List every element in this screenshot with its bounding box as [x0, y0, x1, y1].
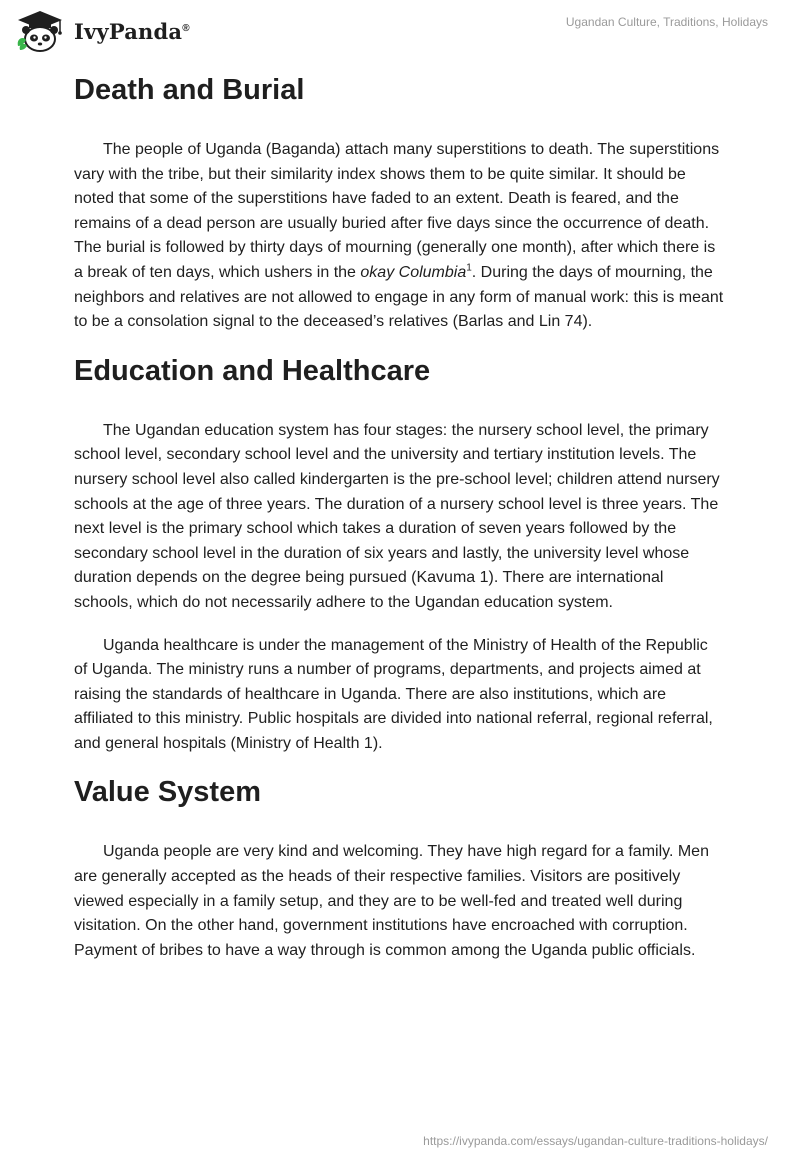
section-death-and-burial — [74, 72, 724, 335]
paragraph: Uganda healthcare is under the management of the Ministry of Health of the Republic of Uganda. The ministry runs a number of programs, departments, and projects aimed at raising the standards of healthcare in Uganda. There are also institutions, which are affiliated to this ministry. Public hospitals are divided into national referral, regional referral, and general hospitals (Ministry of Health 1). — [74, 636, 713, 752]
section-heading: Death and Burial — [74, 74, 305, 106]
panda-graduate-icon — [12, 8, 68, 54]
ivypanda-logo[interactable] — [12, 8, 190, 54]
section-value-system — [74, 774, 724, 963]
footnote-marker[interactable]: 1 — [466, 262, 472, 274]
paragraph: The Ugandan education system has four stages: the nursery school level, the primary school level, secondary school level and the university and tertiary institution levels. The nursery school level also called kindergarten is the pre-school level; children attend nursery schools at the age of three years. The duration of a nursery school level is three years. The next level is the primary school which takes a duration of seven years followed by the secondary school level in the duration of six years and lastly, the university level whose duration depends on the degree being pursued (Kavuma 1). There are international schools, which do not necessarily adhere to the Ugandan education system. — [74, 421, 720, 611]
section-education-and-healthcare — [74, 353, 724, 757]
brand-name: IvyPanda® — [74, 18, 190, 44]
paragraph: Uganda people are very kind and welcoming. They have high regard for a family. Men are generally accepted as the heads of their respective families. Visitors are positively viewed especially in a family setup, and they are to be well-fed and treated well during visitation. On the other hand, government institutions have encroached with corruption. Payment of bribes to have a way through is common among the Uganda public officials. — [74, 843, 709, 959]
section-heading: Education and Healthcare — [74, 354, 431, 387]
paragraph: The people of Uganda (Baganda) attach many superstitions to death. The superstitions vary with the tribe, but their similarity index shows them to be quite similar. It should be noted that some of the superstitions have faded to an extent. Death is feared, and the remains of a dead person are usually buried after five days since the occurrence of death. The burial is followed by thirty days of mourning (generally one month), after which there is a break of ten days, which ushers in the okay Columbia$^1$. During the days of mourning, the neighbors and relatives are not allowed to engage in any form of manual work: this is meant to be a consolation signal to the deceased’s relatives (Barlas and Lin 74). — [74, 141, 724, 331]
document-title: Ugandan Culture, Traditions, Holidays — [565, 15, 768, 29]
source-url[interactable]: https://ivypanda.com/essays/ugandan-culture-traditions-holidays/ — [423, 1134, 768, 1148]
italic-term: okay Columbia — [360, 263, 467, 281]
page-header — [0, 0, 800, 70]
section-heading: Value System — [74, 776, 261, 809]
essay-body — [74, 72, 724, 981]
